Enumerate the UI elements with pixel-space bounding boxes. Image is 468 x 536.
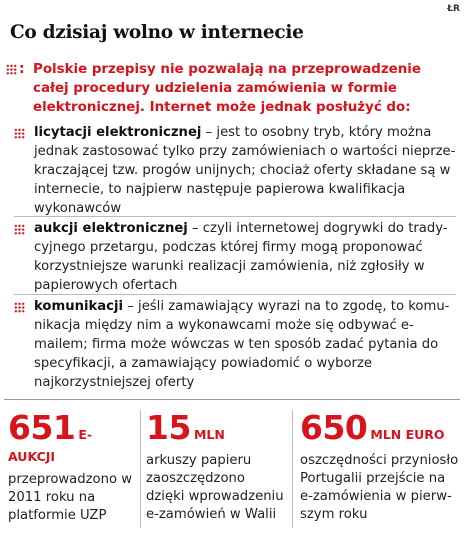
stat-euro-savings bbox=[300, 410, 460, 524]
stat-description: arkuszy papieru zaoszczędzono dzięki wprowadzeniu e-zamówień w Walii bbox=[146, 453, 284, 522]
item-text: – jeśli zamawiający wyrazi na to zgodę, to komu-nikacja między nim a wykonawcami może się odbywać e-mailem; firma może wówczas w ten sposób zadać pytania do specyfikacji, a zamawiający powiadomić o wyborze najkorzystniejszej oferty bbox=[34, 299, 450, 390]
stats-divider bbox=[4, 399, 460, 400]
item-term: licytacji elektronicznej bbox=[34, 125, 202, 140]
stat-value: 651 bbox=[8, 408, 76, 447]
list-item bbox=[14, 123, 456, 218]
dots-bullet-icon bbox=[14, 224, 25, 235]
item-term: aukcji elektronicznej bbox=[34, 221, 188, 236]
stat-value: 650 bbox=[300, 408, 368, 447]
dots-icon bbox=[6, 64, 17, 75]
item-term: komunikacji bbox=[34, 299, 124, 314]
stat-paper-saved bbox=[146, 410, 286, 524]
list-item bbox=[14, 219, 456, 295]
list-item bbox=[14, 297, 456, 392]
lead-paragraph bbox=[6, 60, 458, 117]
source-credit: ŁR bbox=[447, 4, 460, 14]
page-title: Co dzisiaj wolno w internecie bbox=[10, 22, 304, 43]
stat-unit: MLN EURO bbox=[370, 427, 445, 442]
stat-unit: E-AUKCJI bbox=[8, 427, 93, 464]
divider bbox=[14, 216, 456, 217]
dots-bullet-icon bbox=[14, 302, 25, 313]
stat-e-auctions bbox=[8, 410, 136, 525]
stat-description: przeprowadzono w 2011 roku na platformie UZP bbox=[8, 472, 133, 523]
divider bbox=[14, 294, 456, 295]
stat-unit: MLN bbox=[193, 427, 225, 442]
column-divider bbox=[292, 410, 293, 528]
item-text: – czyli internetowej dogrywki do trady-cyjnego przetargu, podczas której firmy mogą proponować korzystniejsze warunki realizacji zamówienia, niż zgłosiły w papierowych ofertach bbox=[34, 221, 448, 293]
lead-text: Polskie przepisy nie pozwalają na przeprowadzenie całej procedury udzielenia zamówienia w formie elektronicznej. Internet może jednak posłużyć do: bbox=[33, 62, 421, 115]
stat-description: oszczędności przyniosło Portugalii przejście na e-zamówienia w pierw-szym roku bbox=[300, 453, 459, 522]
colon-icon: : bbox=[19, 61, 25, 77]
stat-value: 15 bbox=[146, 408, 191, 447]
dots-bullet-icon bbox=[14, 128, 25, 139]
item-text: – jest to osobny tryb, który można jednak zastosować tylko przy zamówieniach o wartości nieprze-kraczającej tzw. progów unijnych; chociaż oferty składane są w internecie, to najpierw następuje papierowa kwalifikacja wykonawców bbox=[34, 125, 456, 216]
column-divider bbox=[140, 410, 141, 528]
